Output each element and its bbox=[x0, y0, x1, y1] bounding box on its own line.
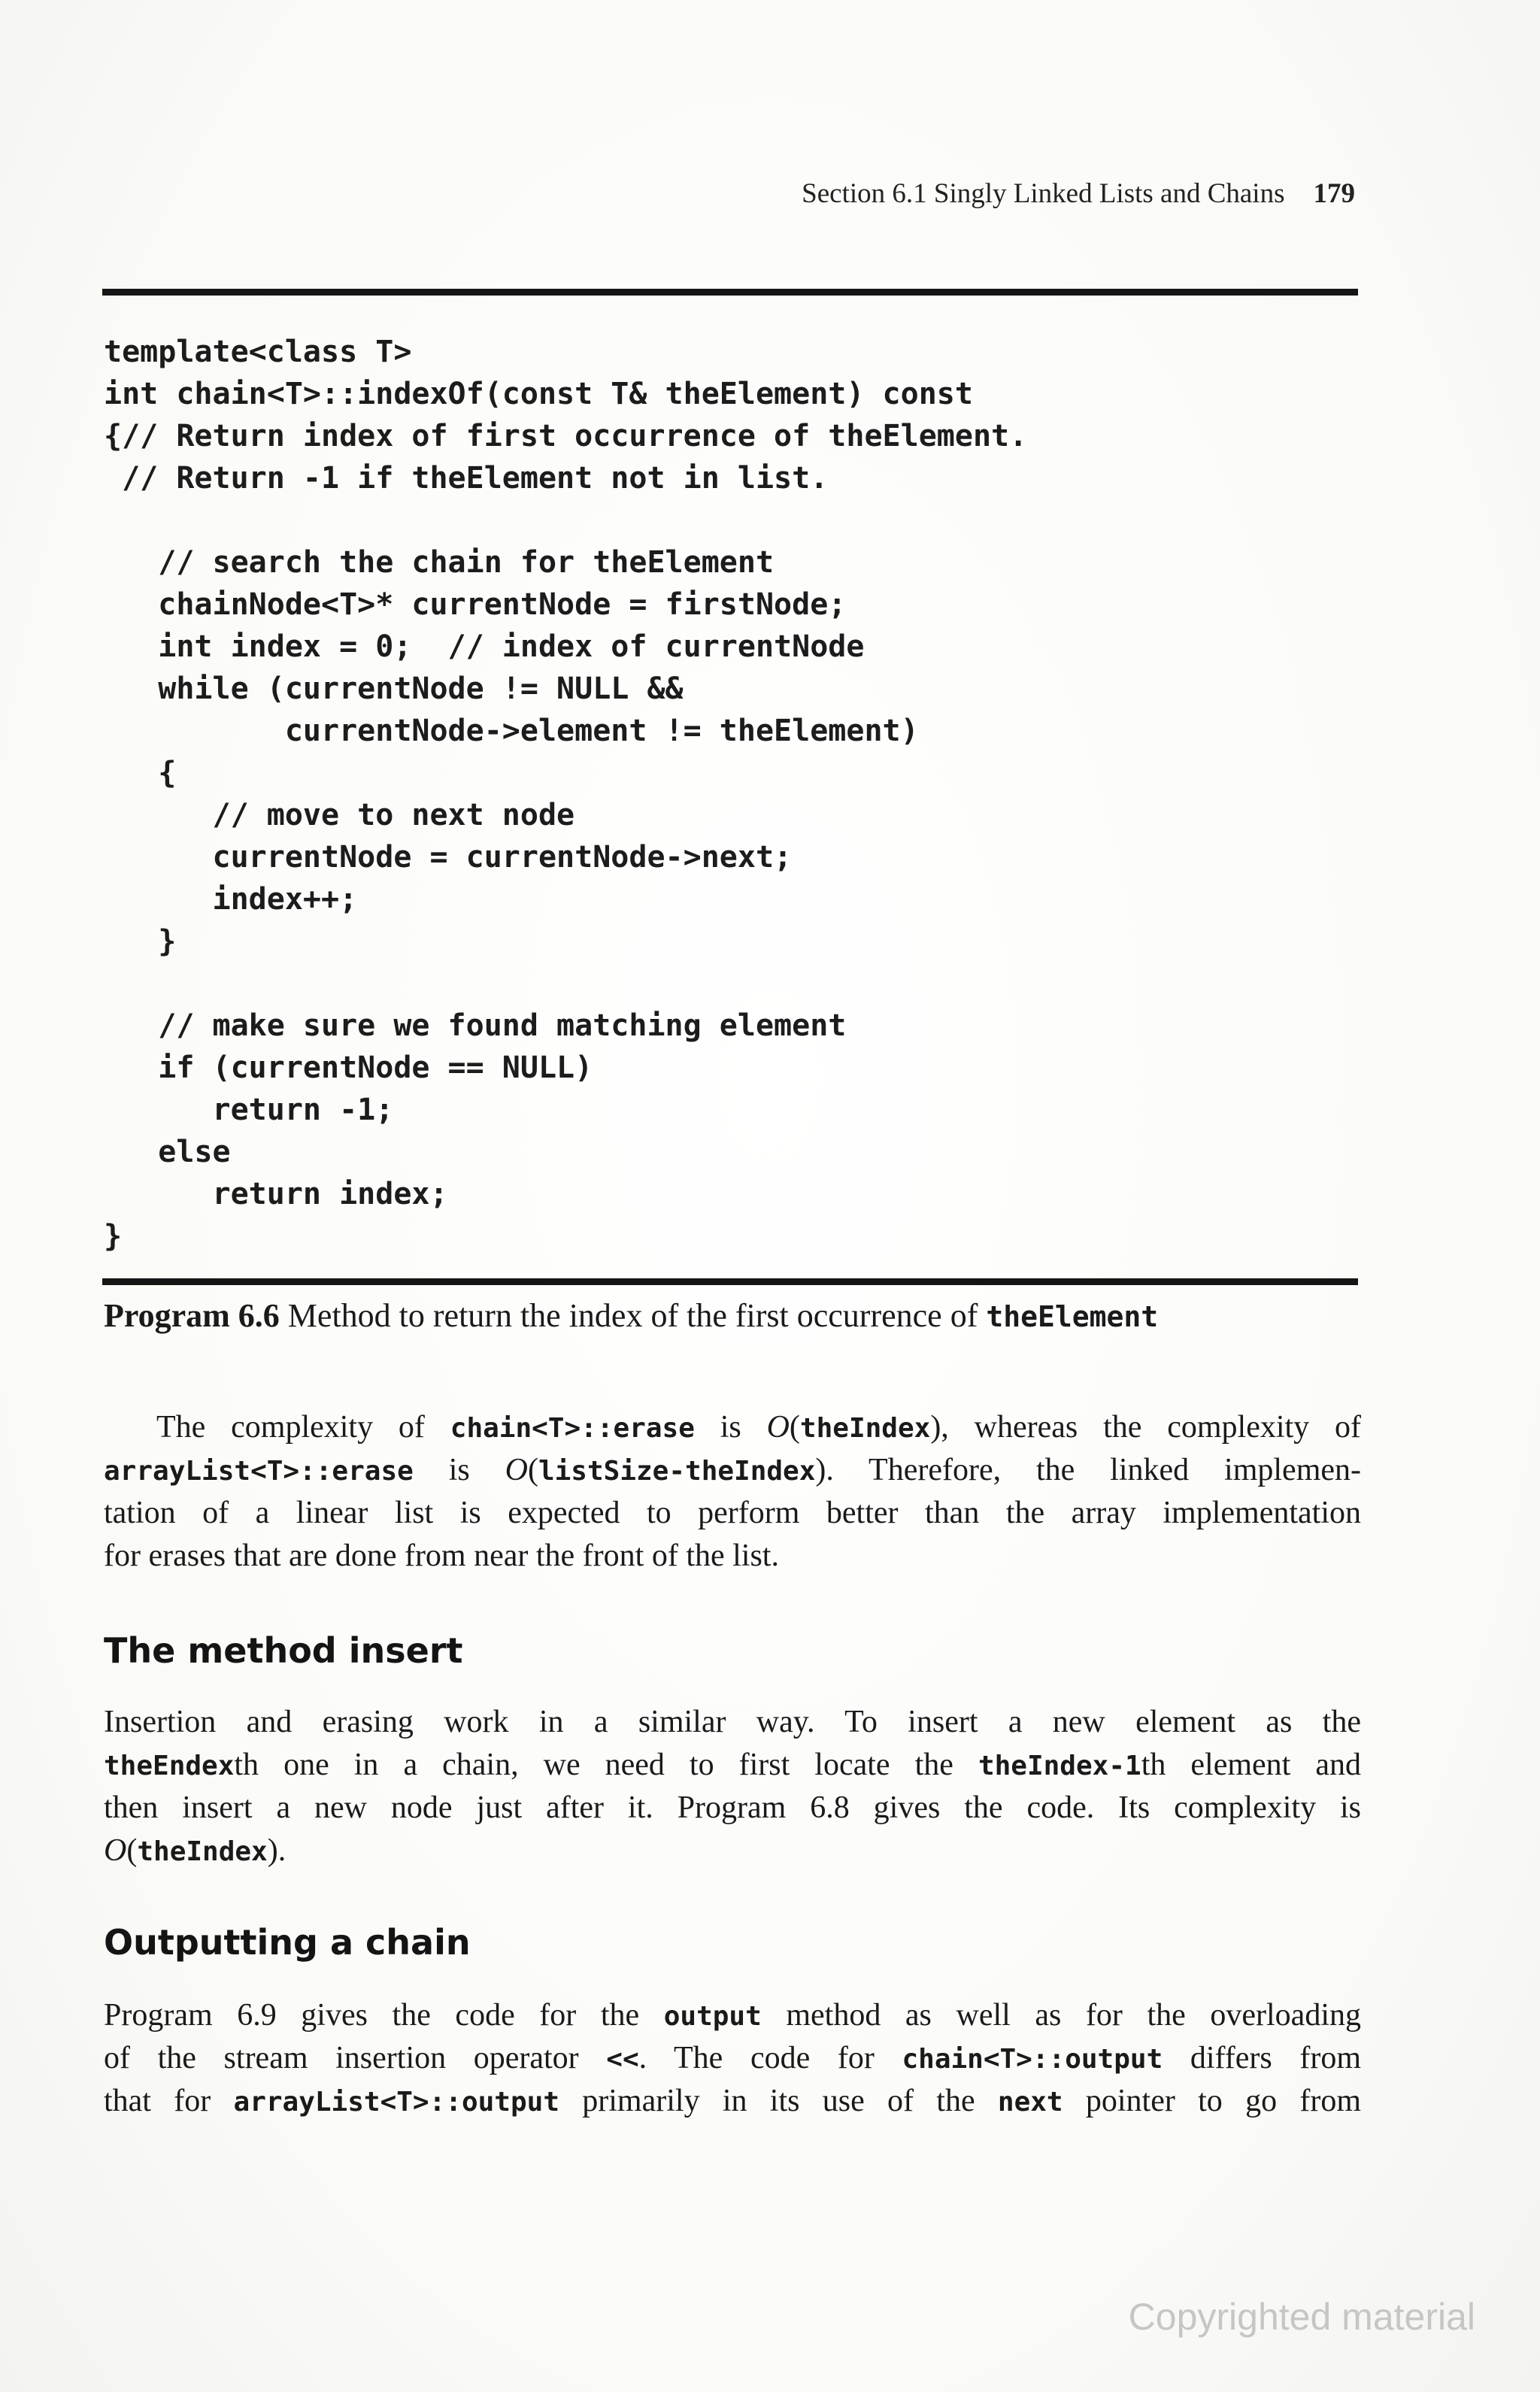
running-head bbox=[802, 177, 1355, 210]
copyright-watermark: Copyrighted material bbox=[1128, 2296, 1475, 2338]
code-line: template<class T> bbox=[104, 335, 412, 369]
code-line: else bbox=[104, 1135, 231, 1169]
code-line: {// Return index of first occurrence of theElement. bbox=[104, 419, 1028, 453]
code-line: chainNode<T>* currentNode = firstNode; bbox=[104, 587, 847, 622]
code-line bbox=[104, 963, 1027, 1005]
program-top-rule bbox=[102, 289, 1358, 296]
section-heading-insert: The method insert bbox=[104, 1630, 463, 1671]
paragraph-line: Program 6.9 gives the code for the output method as well as for the overloading bbox=[104, 1998, 1361, 2033]
paragraph-complexity bbox=[104, 1406, 1361, 1578]
code-line: int index = 0; // index of currentNode bbox=[104, 629, 865, 664]
code-line: currentNode = currentNode->next; bbox=[104, 840, 793, 875]
code-line: // move to next node bbox=[104, 798, 575, 832]
section-heading-output: Outputting a chain bbox=[104, 1922, 471, 1963]
paragraph-line: of the stream insertion operator <<. The code for chain<T>::output differs from bbox=[104, 2041, 1362, 2075]
program-caption-text: Method to return the index of the first occurrence of bbox=[279, 1297, 987, 1334]
paragraph-insert bbox=[104, 1701, 1361, 1872]
paragraph-line: O(theIndex). bbox=[104, 1833, 286, 1868]
paragraph-line: arrayList<T>::erase is O(listSize-theIndex). Therefore, the linked implemen- bbox=[104, 1453, 1361, 1487]
program-code-listing bbox=[104, 331, 1027, 1257]
code-line: // make sure we found matching element bbox=[104, 1008, 847, 1043]
code-line: { bbox=[104, 756, 177, 790]
code-line: return index; bbox=[104, 1177, 448, 1211]
code-line: if (currentNode == NULL) bbox=[104, 1050, 593, 1085]
running-head-title: Section 6.1 Singly Linked Lists and Chains bbox=[802, 178, 1285, 209]
paragraph-line: tation of a linear list is expected to perform better than the array implementation bbox=[104, 1496, 1361, 1530]
code-line: currentNode->element != theElement) bbox=[104, 714, 919, 748]
code-line: index++; bbox=[104, 882, 358, 917]
code-line: while (currentNode != NULL && bbox=[104, 672, 684, 706]
paragraph-line: theEndexth one in a chain, we need to first locate the theIndex-1th element and bbox=[104, 1748, 1361, 1782]
code-line: return -1; bbox=[104, 1093, 394, 1127]
page-number: 179 bbox=[1313, 178, 1355, 209]
code-line: } bbox=[104, 1219, 123, 1254]
code-line: // Return -1 if theElement not in list. bbox=[104, 461, 829, 496]
paragraph-line: that for arrayList<T>::output primarily in its use of the next pointer to go from bbox=[104, 2084, 1361, 2118]
paragraph-line: for erases that are done from near the front of the list. bbox=[104, 1539, 779, 1573]
paragraph-output bbox=[104, 1994, 1361, 2123]
code-line: } bbox=[104, 924, 177, 959]
code-line bbox=[104, 499, 1027, 541]
paragraph-line: Insertion and erasing work in a similar way. To insert a new element as the bbox=[104, 1705, 1361, 1739]
program-caption-code: theElement bbox=[986, 1300, 1159, 1333]
code-line: // search the chain for theElement bbox=[104, 545, 775, 580]
paragraph-line: The complexity of chain<T>::erase is O(theIndex), whereas the complexity of bbox=[156, 1410, 1361, 1445]
paragraph-line: then insert a new node just after it. Program 6.8 gives the code. Its complexity is bbox=[104, 1790, 1361, 1825]
program-caption bbox=[104, 1296, 1367, 1335]
program-bottom-rule bbox=[102, 1278, 1358, 1285]
code-line: int chain<T>::indexOf(const T& theElement) const bbox=[104, 377, 973, 411]
program-caption-label: Program 6.6 bbox=[104, 1297, 280, 1334]
